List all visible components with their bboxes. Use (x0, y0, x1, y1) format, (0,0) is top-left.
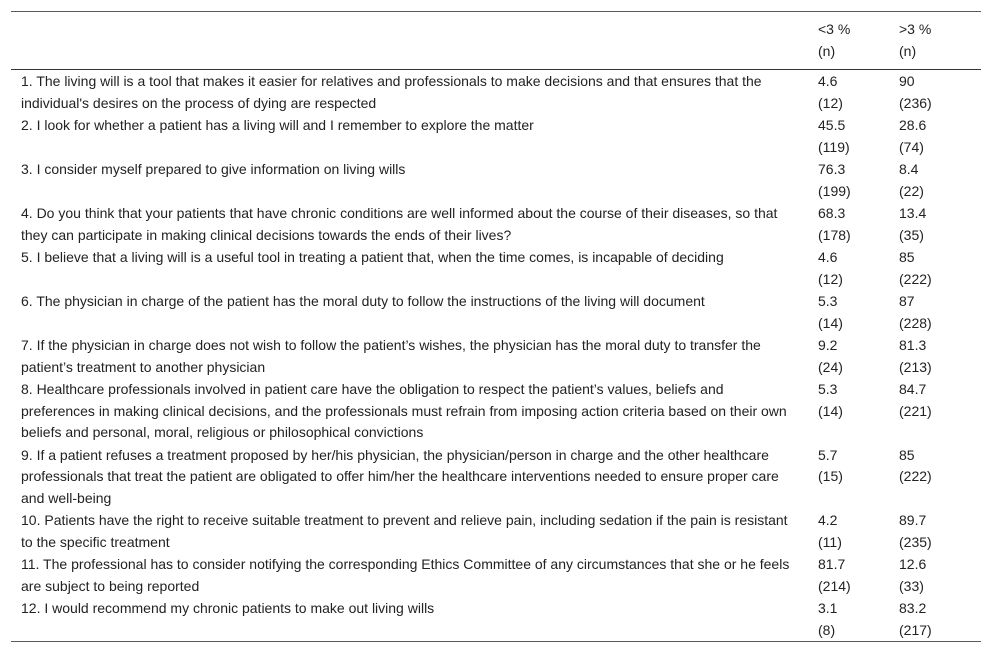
lt3-count: (14) (818, 402, 843, 419)
gt3-cell (899, 290, 981, 334)
statement-cell: 7. If the physician in charge does not wish to follow the patient’s wishes, the physician has the moral duty to transfer the patient’s treatment to another physician (21, 337, 761, 375)
gt3-percent: 81.3 (899, 337, 927, 353)
gt3-cell (899, 597, 981, 642)
gt3-count: (221) (899, 402, 932, 419)
statement-cell: 3. I consider myself prepared to give information on living wills (21, 161, 406, 177)
gt3-percent: 28.6 (899, 117, 927, 133)
gt3-percent: 84.7 (899, 381, 927, 397)
statement-cell: 10. Patients have the right to receive suitable treatment to prevent and relieve pain, including sedation if the pain is resistant to the specific treatment (21, 512, 788, 550)
gt3-count: (228) (899, 314, 932, 331)
lt3-percent: 81.7 (818, 556, 846, 572)
survey-results-table (11, 11, 981, 642)
table-row (11, 114, 981, 158)
statement-cell: 9. If a patient refuses a treatment proposed by her/his physician, the physician/person in charge and the other healthcare professionals that treat the patient are obligated to offer him/her the healthcare interventions needed to ensure proper care and well-being (21, 446, 779, 506)
gt3-percent: 89.7 (899, 512, 927, 528)
lt3-cell (818, 158, 899, 202)
table-row (11, 290, 981, 334)
gt3-percent: 83.2 (899, 600, 927, 616)
gt3-count: (222) (899, 270, 932, 287)
statement-cell: 12. I would recommend my chronic patients to make out living wills (21, 600, 435, 616)
statement-cell: 11. The professional has to consider notifying the corresponding Ethics Committee of any circumstances that she or he feels are subject to being reported (21, 556, 790, 594)
lt3-cell (818, 334, 899, 378)
statement-cell: 5. I believe that a living will is a useful tool in treating a patient that, when the time comes, is incapable of deciding (21, 249, 724, 265)
statement-cell: 1. The living will is a tool that makes it easier for relatives and professionals to make decisions and that ensures that the individual's desires on the process of dying are respected (21, 73, 762, 111)
gt3-cell (899, 509, 981, 553)
lt3-count: (214) (818, 577, 851, 594)
gt3-count: (35) (899, 226, 924, 243)
table-row (11, 202, 981, 246)
gt3-percent: 12.6 (899, 556, 927, 572)
gt3-cell (899, 114, 981, 158)
gt3-count: (22) (899, 182, 924, 199)
gt3-percent: 8.4 (899, 161, 919, 177)
header-gt3 (899, 12, 981, 70)
gt3-count: (236) (899, 94, 932, 111)
lt3-cell (818, 509, 899, 553)
table-row (11, 597, 981, 642)
table-row (11, 509, 981, 553)
lt3-percent: 76.3 (818, 161, 846, 177)
gt3-percent: 87 (899, 293, 915, 309)
lt3-count: (15) (818, 468, 843, 484)
header-lt3-pct: <3 % (818, 21, 851, 37)
header-gt3-n: (n) (899, 42, 917, 59)
table-body (11, 70, 981, 642)
lt3-count: (14) (818, 314, 843, 331)
gt3-percent: 85 (899, 249, 915, 265)
statement-cell: 8. Healthcare professionals involved in patient care have the obligation to respect the patient’s values, beliefs and preferences in making clinical decisions, and the professionals must refrain from imposing action criteria based on their own beliefs and personal, moral, religious or philosophical convictions (21, 381, 787, 440)
gt3-count: (222) (899, 468, 932, 484)
gt3-count: (217) (899, 621, 932, 638)
table-header (11, 12, 981, 70)
table-row (11, 246, 981, 290)
header-row (11, 12, 981, 70)
header-lt3 (818, 12, 899, 70)
gt3-percent: 85 (899, 446, 915, 463)
gt3-count: (33) (899, 577, 924, 594)
gt3-cell (899, 378, 981, 444)
header-lt3-n: (n) (818, 42, 836, 59)
statement-cell: 2. I look for whether a patient has a living will and I remember to explore the matter (21, 117, 534, 133)
lt3-cell (818, 246, 899, 290)
gt3-cell (899, 444, 981, 510)
lt3-percent: 45.5 (818, 117, 846, 133)
lt3-count: (12) (818, 270, 843, 287)
statement-cell: 4. Do you think that your patients that have chronic conditions are well informed about the course of their diseases, so that they can participate in making clinical decisions towards the ends of their lives? (21, 205, 778, 243)
lt3-cell (818, 114, 899, 158)
table-row (11, 553, 981, 597)
table-row (11, 444, 981, 510)
lt3-count: (12) (818, 94, 843, 111)
lt3-percent: 9.2 (818, 337, 838, 353)
gt3-cell (899, 246, 981, 290)
gt3-count: (235) (899, 533, 932, 550)
lt3-cell (818, 202, 899, 246)
gt3-percent: 90 (899, 73, 915, 89)
lt3-percent: 4.2 (818, 512, 838, 528)
gt3-cell (899, 553, 981, 597)
gt3-cell (899, 334, 981, 378)
lt3-count: (199) (818, 182, 851, 199)
table-row (11, 158, 981, 202)
lt3-count: (8) (818, 621, 836, 638)
lt3-count: (11) (818, 533, 842, 550)
lt3-cell (818, 597, 899, 642)
gt3-cell (899, 202, 981, 246)
lt3-percent: 3.1 (818, 600, 838, 616)
lt3-percent: 4.6 (818, 73, 838, 89)
header-statement (11, 12, 818, 70)
gt3-cell (899, 70, 981, 115)
lt3-percent: 4.6 (818, 249, 838, 265)
lt3-cell (818, 378, 899, 444)
lt3-cell (818, 444, 899, 510)
lt3-count: (24) (818, 358, 843, 375)
lt3-count: (178) (818, 226, 851, 243)
table-row (11, 70, 981, 115)
table-row (11, 378, 981, 444)
lt3-cell (818, 70, 899, 115)
survey-results-table-container (11, 11, 981, 642)
lt3-count: (119) (818, 138, 850, 155)
lt3-percent: 5.3 (818, 293, 838, 309)
lt3-percent: 5.7 (818, 446, 838, 463)
header-gt3-pct: >3 % (899, 21, 932, 37)
table-row (11, 334, 981, 378)
gt3-cell (899, 158, 981, 202)
statement-cell: 6. The physician in charge of the patient has the moral duty to follow the instructions of the living will document (21, 293, 705, 309)
lt3-percent: 5.3 (818, 381, 838, 397)
gt3-count: (74) (899, 138, 924, 155)
gt3-count: (213) (899, 358, 932, 375)
lt3-cell (818, 290, 899, 334)
lt3-percent: 68.3 (818, 205, 846, 221)
lt3-cell (818, 553, 899, 597)
gt3-percent: 13.4 (899, 205, 927, 221)
